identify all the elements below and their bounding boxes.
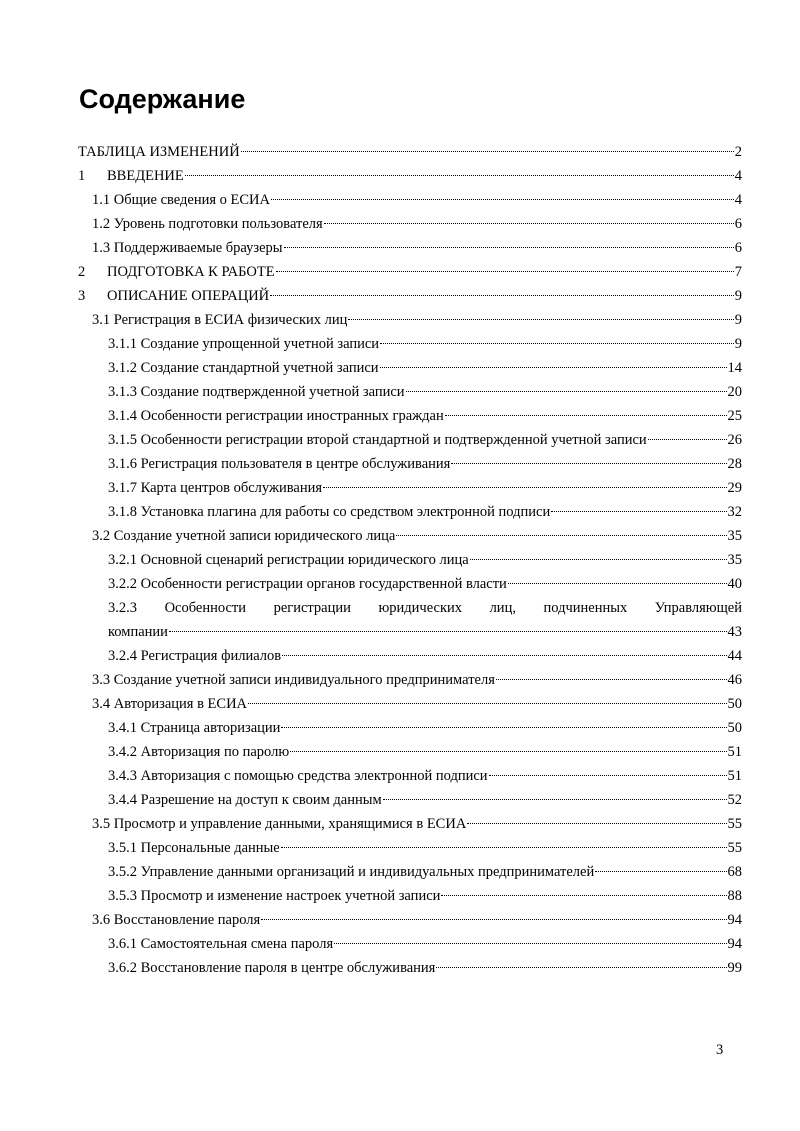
- toc-entry-label: 3.2.1 Основной сценарий регистрации юридического лица: [108, 552, 469, 568]
- page-title: Содержание: [79, 84, 246, 114]
- toc-entry[interactable]: [78, 812, 742, 836]
- toc-entry-label: 3.6.1 Самостоятельная смена пароля: [108, 936, 334, 952]
- toc-entry[interactable]: [78, 788, 742, 812]
- toc-entry-label: 3.6 Восстановление пароля: [92, 912, 261, 928]
- toc-entry-page: 25: [727, 408, 742, 424]
- dot-leader: [185, 174, 734, 176]
- toc-entry-page: 44: [727, 648, 742, 664]
- dot-leader: [270, 294, 734, 296]
- toc-entry-label: 3.5 Просмотр и управление данными, хранящимися в ЕСИА: [92, 816, 467, 832]
- toc-entry-label: 1.3 Поддерживаемые браузеры: [92, 240, 283, 256]
- toc-entry-label: 3.4.1 Страница авторизации: [108, 720, 281, 736]
- dot-leader: [470, 558, 727, 560]
- toc-entry[interactable]: [78, 596, 742, 644]
- toc-entry[interactable]: [78, 548, 742, 572]
- dot-leader: [451, 462, 726, 464]
- dot-leader: [595, 870, 726, 872]
- toc-entry[interactable]: [78, 260, 742, 284]
- toc-entry[interactable]: [78, 236, 742, 260]
- toc-entry-label: 3.1.4 Особенности регистрации иностранных граждан: [108, 408, 444, 424]
- toc-entry-label: 3.4 Авторизация в ЕСИА: [92, 696, 248, 712]
- toc-entry-label: ОПИСАНИЕ ОПЕРАЦИЙ: [107, 288, 270, 304]
- toc-entry-label: 3.4.4 Разрешение на доступ к своим данным: [108, 792, 382, 808]
- toc-entry[interactable]: [78, 524, 742, 548]
- toc-entry-page: 29: [727, 480, 742, 496]
- toc-entry-label: ПОДГОТОВКА К РАБОТЕ: [107, 264, 275, 280]
- toc-entry-page: 9: [734, 336, 742, 352]
- toc-entry-label: 3.5.2 Управление данными организаций и индивидуальных предпринимателей: [108, 864, 595, 880]
- dot-leader: [241, 150, 734, 152]
- dot-leader: [396, 534, 726, 536]
- toc-entry[interactable]: [78, 740, 742, 764]
- dot-leader: [467, 822, 726, 824]
- toc-entry[interactable]: [78, 308, 742, 332]
- toc-entry-label: 3.5.3 Просмотр и изменение настроек учетной записи: [108, 888, 441, 904]
- toc-entry-page: 68: [727, 864, 742, 880]
- dot-leader: [323, 486, 726, 488]
- toc-entry-page: 99: [727, 960, 742, 976]
- table-of-contents: [78, 140, 742, 980]
- toc-entry[interactable]: [78, 332, 742, 356]
- toc-entry-page: 6: [734, 240, 742, 256]
- toc-entry[interactable]: [78, 572, 742, 596]
- dot-leader: [290, 750, 726, 752]
- toc-entry-label: 3.1.1 Создание упрощенной учетной записи: [108, 336, 380, 352]
- toc-entry-label: 3.3 Создание учетной записи индивидуального предпринимателя: [92, 672, 495, 688]
- toc-entry[interactable]: [78, 380, 742, 404]
- toc-entry-label: 3.1.8 Установка плагина для работы со средством электронной подписи: [108, 504, 551, 520]
- toc-entry[interactable]: [78, 140, 742, 164]
- toc-entry-page: 40: [727, 576, 742, 592]
- dot-leader: [436, 966, 726, 968]
- dot-leader: [276, 270, 734, 272]
- toc-entry-page: 88: [727, 888, 742, 904]
- toc-entry-page: 35: [727, 552, 742, 568]
- toc-entry-page: 32: [727, 504, 742, 520]
- toc-entry-page: 14: [727, 360, 742, 376]
- toc-entry-label-continuation: компании: [108, 624, 168, 640]
- toc-entry-label: ТАБЛИЦА ИЗМЕНЕНИЙ: [78, 144, 240, 160]
- toc-entry-label: 3.1.5 Особенности регистрации второй стандартной и подтвержденной учетной записи: [108, 432, 647, 448]
- toc-entry[interactable]: [78, 764, 742, 788]
- toc-entry-label: 3.4.3 Авторизация с помощью средства электронной подписи: [108, 768, 488, 784]
- toc-entry-label: 1.1 Общие сведения о ЕСИА: [92, 192, 271, 208]
- toc-entry[interactable]: [78, 644, 742, 668]
- toc-entry-label: 3.1.6 Регистрация пользователя в центре обслуживания: [108, 456, 451, 472]
- toc-entry-page: 43: [727, 624, 742, 640]
- toc-entry-label: 1.2 Уровень подготовки пользователя: [92, 216, 323, 232]
- toc-entry-page: 7: [734, 264, 742, 280]
- dot-leader: [284, 246, 734, 248]
- toc-entry[interactable]: [78, 452, 742, 476]
- toc-entry-number: 2: [78, 264, 86, 280]
- dot-leader: [445, 414, 727, 416]
- dot-leader: [348, 318, 733, 320]
- dot-leader: [648, 438, 727, 440]
- toc-entry-page: 4: [734, 168, 742, 184]
- toc-entry[interactable]: [78, 908, 742, 932]
- toc-entry-label: 3.2.3 Особенности регистрации юридических лиц, подчиненных Управляющей: [108, 600, 742, 616]
- dot-leader: [441, 894, 726, 896]
- dot-leader: [334, 942, 726, 944]
- toc-entry-label: ВВЕДЕНИЕ: [107, 168, 184, 184]
- dot-leader: [406, 390, 727, 392]
- dot-leader: [271, 198, 734, 200]
- toc-entry-page: 52: [727, 792, 742, 808]
- toc-entry-page: 94: [727, 936, 742, 952]
- toc-entry-label: 3.1.3 Создание подтвержденной учетной записи: [108, 384, 405, 400]
- toc-entry-page: 50: [727, 720, 742, 736]
- dot-leader: [380, 342, 734, 344]
- toc-entry-label: 3.2 Создание учетной записи юридического лица: [92, 528, 396, 544]
- dot-leader: [282, 654, 726, 656]
- toc-entry-label: 3.2.4 Регистрация филиалов: [108, 648, 282, 664]
- toc-entry-page: 55: [727, 840, 742, 856]
- toc-entry-page: 35: [727, 528, 742, 544]
- toc-entry-label: 3.5.1 Персональные данные: [108, 840, 280, 856]
- toc-entry-page: 46: [727, 672, 742, 688]
- toc-entry[interactable]: [78, 956, 742, 980]
- toc-entry[interactable]: [78, 860, 742, 884]
- toc-entry[interactable]: [78, 476, 742, 500]
- toc-entry[interactable]: [78, 716, 742, 740]
- toc-entry-page: 51: [727, 768, 742, 784]
- toc-entry-page: 9: [734, 288, 742, 304]
- toc-entry-page: 28: [727, 456, 742, 472]
- toc-entry[interactable]: [78, 668, 742, 692]
- page-number: 3: [716, 1042, 724, 1058]
- dot-leader: [551, 510, 726, 512]
- toc-entry-number: 1: [78, 168, 86, 184]
- toc-entry-label: 3.4.2 Авторизация по паролю: [108, 744, 290, 760]
- toc-entry[interactable]: [78, 356, 742, 380]
- toc-entry[interactable]: [78, 932, 742, 956]
- toc-entry-page: 55: [727, 816, 742, 832]
- toc-entry[interactable]: [78, 884, 742, 908]
- toc-entry-label: 3.1.2 Создание стандартной учетной записи: [108, 360, 379, 376]
- toc-entry-page: 51: [727, 744, 742, 760]
- dot-leader: [508, 582, 727, 584]
- toc-entry-page: 20: [727, 384, 742, 400]
- toc-entry-number: 3: [78, 288, 86, 304]
- dot-leader: [496, 678, 727, 680]
- dot-leader: [324, 222, 734, 224]
- dot-leader: [281, 726, 726, 728]
- toc-entry-page: 50: [727, 696, 742, 712]
- toc-entry-label: 3.2.2 Особенности регистрации органов государственной власти: [108, 576, 507, 592]
- dot-leader: [383, 798, 727, 800]
- toc-entry-label: 3.1 Регистрация в ЕСИА физических лиц: [92, 312, 348, 328]
- toc-entry[interactable]: [78, 212, 742, 236]
- toc-entry[interactable]: [78, 404, 742, 428]
- dot-leader: [248, 702, 726, 704]
- toc-entry-page: 26: [727, 432, 742, 448]
- toc-entry-page: 9: [734, 312, 742, 328]
- toc-entry-label: 3.6.2 Восстановление пароля в центре обслуживания: [108, 960, 436, 976]
- toc-entry[interactable]: [78, 836, 742, 860]
- dot-leader: [489, 774, 727, 776]
- toc-entry[interactable]: [78, 284, 742, 308]
- dot-leader: [281, 846, 727, 848]
- dot-leader: [380, 366, 727, 368]
- toc-entry-page: 94: [727, 912, 742, 928]
- toc-entry[interactable]: [78, 500, 742, 524]
- toc-entry-page: 2: [734, 144, 742, 160]
- toc-entry[interactable]: [78, 428, 742, 452]
- toc-entry[interactable]: [78, 188, 742, 212]
- toc-entry[interactable]: [78, 164, 742, 188]
- dot-leader: [261, 918, 726, 920]
- toc-entry-page: 4: [734, 192, 742, 208]
- dot-leader: [169, 630, 727, 632]
- toc-entry-label: 3.1.7 Карта центров обслуживания: [108, 480, 323, 496]
- toc-entry[interactable]: [78, 692, 742, 716]
- toc-entry-page: 6: [734, 216, 742, 232]
